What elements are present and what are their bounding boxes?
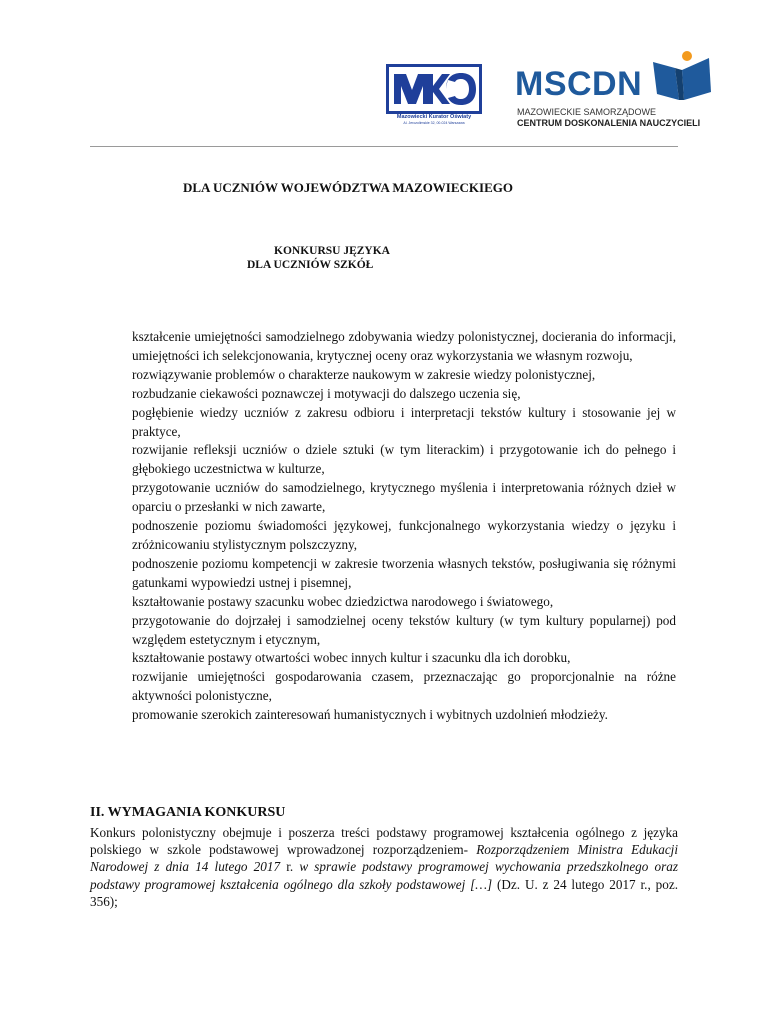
- list-item: rozwijanie refleksji uczniów o dziele sztuki (w tym literackim) i przygotowanie ich do pełnego i głębokiego uczestnictwa w kulturze,: [132, 442, 676, 477]
- document-title: DLA UCZNIÓW WOJEWÓDZTWA MAZOWIECKIEGO: [183, 180, 513, 195]
- list-item: kształtowanie postawy otwartości wobec innych kultur i szacunku dla ich dorobku,: [132, 650, 571, 666]
- regulation-subject: w sprawie podstawy programowej wychowania przedszkolnego oraz podstawy programowej kształcenia ogólnego dla szkoły podstawowej […]: [90, 859, 678, 892]
- open-book-icon: [651, 50, 713, 102]
- goals-list: [132, 328, 676, 725]
- list-item: rozwiązywanie problemów o charakterze naukowym w zakresie wiedzy polonistycznej,: [132, 366, 596, 382]
- list-item: podnoszenie poziomu świadomości językowej, funkcjonalnego wykorzystania wiedzy o języku i zróżnicowaniu stylistycznym polszczyzny,: [132, 518, 676, 552]
- list-item: rozwijanie umiejętności gospodarowania czasem, przeznaczając go proporcjonalnie na różne aktywności polonistyczne,: [132, 669, 676, 704]
- document-subtitle-line2: DLA UCZNIÓW SZKÓŁ: [247, 259, 374, 271]
- list-item: kształtowanie postawy szacunku wobec dziedzictwa narodowego i światowego,: [132, 593, 554, 609]
- list-item: przygotowanie uczniów do samodzielnego, krytycznego myślenia i interpretowania różnych dzieł w oparciu o przesłanki w nich zawarte,: [132, 480, 676, 515]
- list-item: rozbudzanie ciekawości poznawczej i motywacji do dalszego uczenia się,: [132, 385, 521, 401]
- paragraph-citation: (Dz. U. z 24 lutego 2017 r., poz. 356);: [90, 876, 678, 909]
- list-item: podnoszenie poziomu kompetencji w zakresie tworzenia własnych tekstów, posługiwania się różnymi gatunkami wypowiedzi ustnej i pisemnej,: [132, 555, 676, 590]
- list-item: pogłębienie wiedzy uczniów z zakresu odbioru i interpretacji tekstów kultury i stosowanie jej w praktyce,: [132, 404, 676, 439]
- section-heading: II. WYMAGANIA KONKURSU: [90, 805, 286, 820]
- list-item: promowanie szerokich zainteresowań humanistycznych i wybitnych uzdolnień młodzieży.: [132, 707, 608, 723]
- mko-address: Al. Jerozolimskie 32, 00-024 Warszawa: [403, 121, 465, 125]
- paragraph-text-r: r.: [280, 859, 300, 875]
- section-paragraph: [90, 824, 678, 910]
- list-item: przygotowanie do dojrzałej i samodzielnej oceny tekstów kultury (w tym kultury popularnej) pod względem estetycznym i etycznym,: [132, 612, 676, 647]
- header-divider: [90, 146, 678, 147]
- mscdn-logo: [515, 50, 768, 130]
- paragraph-text: Konkurs polonistyczny obejmuje i poszerza treści podstawy programowej kształcenia ogólnego z języka polskiego w szkole podstawowej wprowadzonej rozporządzeniem-: [90, 825, 678, 858]
- mko-emblem-icon: [386, 64, 482, 114]
- regulation-title: Rozporządzeniem Ministra Edukacji Narodowej z dnia 14 lutego 2017: [90, 842, 678, 875]
- mscdn-wordmark: MSCDN: [515, 65, 643, 103]
- mscdn-line1: MAZOWIECKIE SAMORZĄDOWE: [517, 107, 657, 117]
- mko-logo: [386, 64, 482, 128]
- document-subtitle-line1: KONKURSU JĘZYKA: [274, 245, 390, 257]
- mscdn-line2: CENTRUM DOSKONALENIA NAUCZYCIELI: [517, 118, 701, 128]
- mko-caption: Mazowiecki Kurator Oświaty: [396, 114, 472, 120]
- list-item: kształcenie umiejętności samodzielnego zdobywania wiedzy polonistycznej, docierania do informacji, umiejętności ich selekcjonowania, krytycznej oceny oraz wykorzystania we własnym rozwoju,: [132, 329, 676, 363]
